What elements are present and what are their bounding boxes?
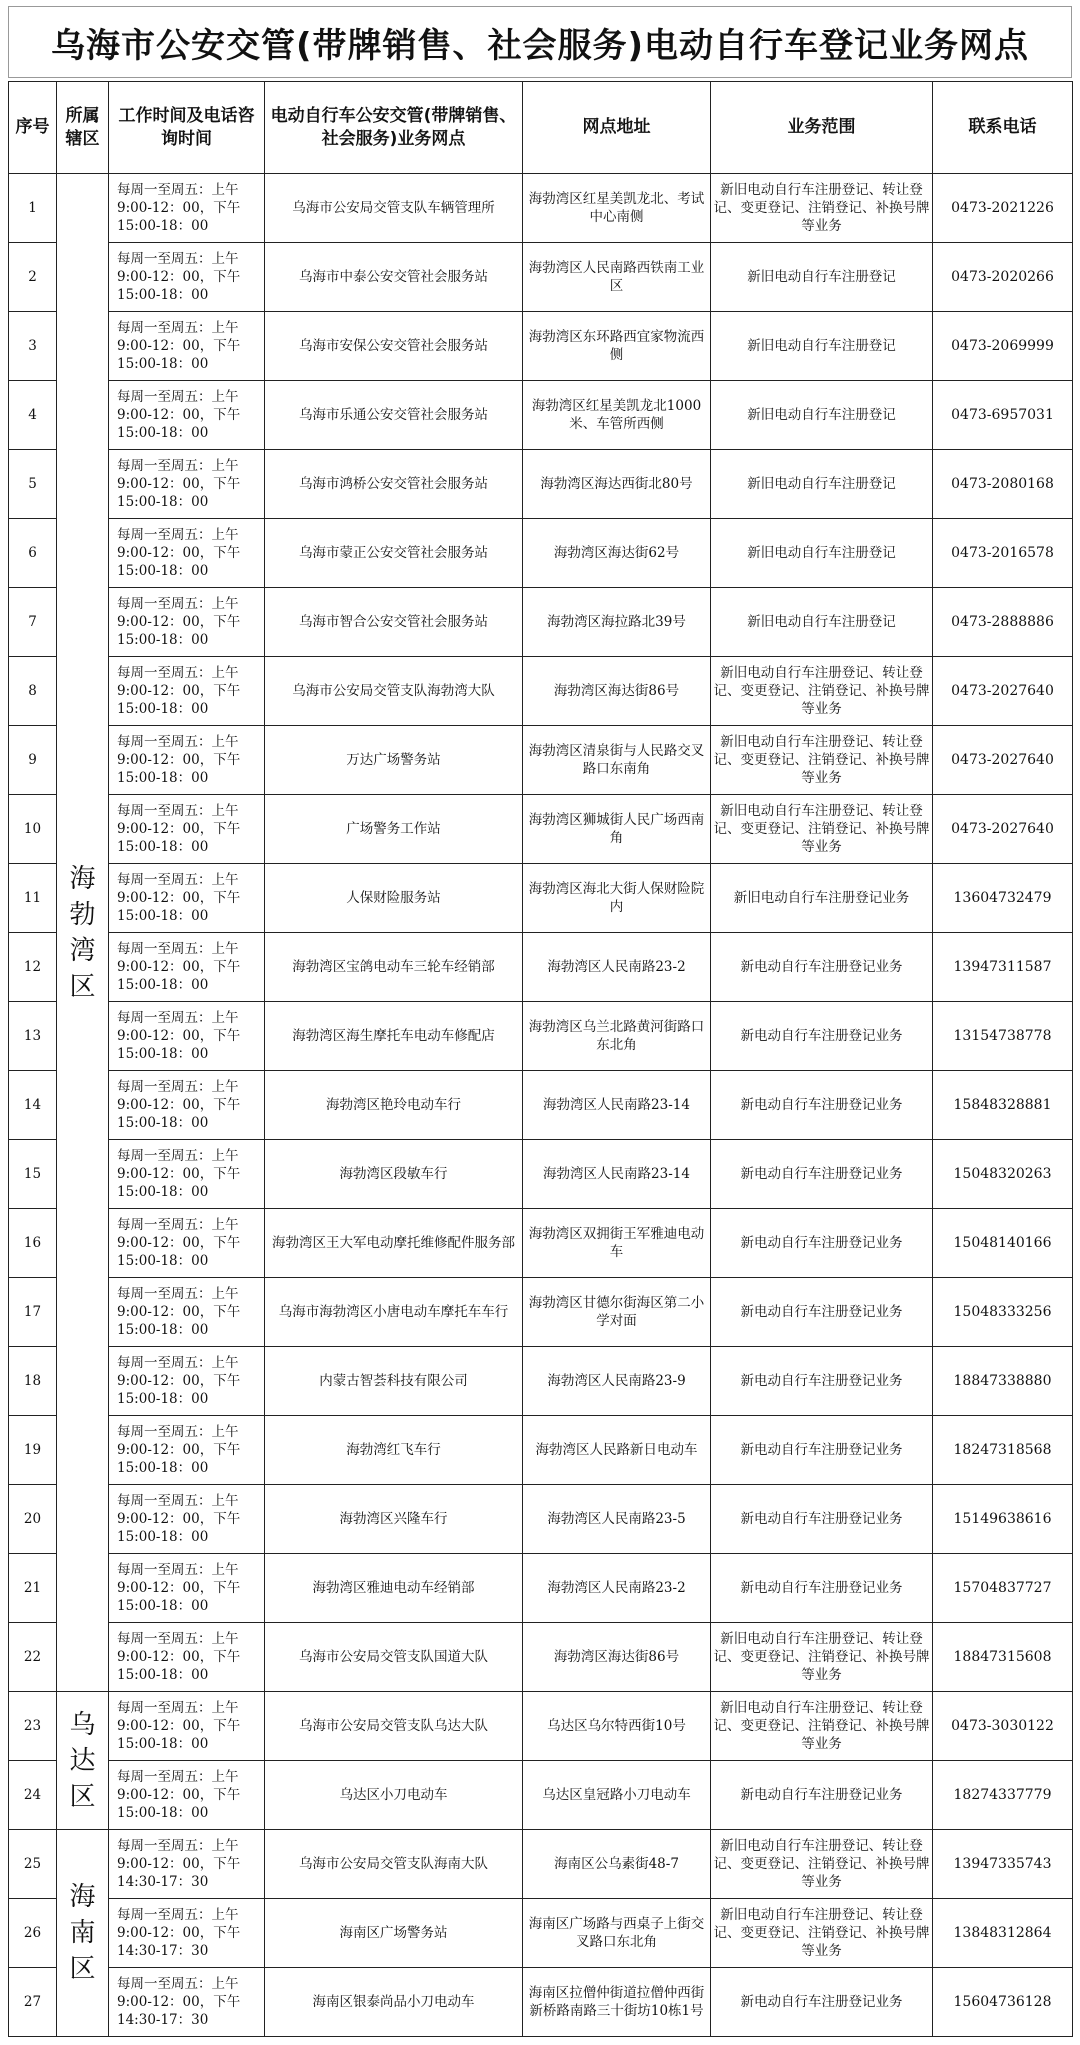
table-row	[9, 1830, 1073, 1899]
work-hours: 每周一至周五：上午9:00-12：00，下午15:00-18：00	[109, 726, 265, 795]
business-scope: 新电动自行车注册登记业务	[711, 1209, 933, 1278]
outlet-address: 海勃湾区人民南路23-5	[523, 1485, 711, 1554]
business-scope: 新旧电动自行车注册登记、转让登记、变更登记、注销登记、补换号牌等业务	[711, 1692, 933, 1761]
work-hours: 每周一至周五：上午9:00-12：00，下午15:00-18：00	[109, 1071, 265, 1140]
outlet-name: 乌海市公安局交管支队车辆管理所	[265, 174, 523, 243]
outlet-address: 海勃湾区海达街62号	[523, 519, 711, 588]
outlet-name: 乌海市公安局交管支队海南大队	[265, 1830, 523, 1899]
business-scope: 新旧电动自行车注册登记、转让登记、变更登记、注销登记、补换号牌等业务	[711, 1623, 933, 1692]
header-outlet: 电动自行车公安交管(带牌销售、社会服务)业务网点	[265, 82, 523, 174]
outlet-address: 海勃湾区人民南路23-2	[523, 933, 711, 1002]
work-hours: 每周一至周五：上午9:00-12：00，下午15:00-18：00	[109, 243, 265, 312]
district-label: 乌达区	[69, 1709, 96, 1812]
header-no: 序号	[9, 82, 57, 174]
district-label: 海南区	[69, 1882, 96, 1984]
contact-phone: 15848328881	[933, 1071, 1073, 1140]
row-number: 22	[9, 1623, 57, 1692]
outlet-address: 乌达区皇冠路小刀电动车	[523, 1761, 711, 1830]
outlet-address: 海南区拉僧仲街道拉僧仲西街新桥路南路三十街坊10栋1号	[523, 1968, 711, 2037]
work-hours: 每周一至周五：上午9:00-12：00，下午15:00-18：00	[109, 1761, 265, 1830]
outlet-address: 海勃湾区甘德尔街海区第二小学对面	[523, 1278, 711, 1347]
work-hours: 每周一至周五：上午9:00-12：00，下午15:00-18：00	[109, 1485, 265, 1554]
table-row	[9, 312, 1073, 381]
contact-phone: 0473-2020266	[933, 243, 1073, 312]
business-scope: 新电动自行车注册登记业务	[711, 1002, 933, 1071]
outlet-name: 乌达区小刀电动车	[265, 1761, 523, 1830]
table-row	[9, 1485, 1073, 1554]
outlet-address: 海勃湾区海达街86号	[523, 1623, 711, 1692]
outlet-name: 海勃湾区兴隆车行	[265, 1485, 523, 1554]
table-row	[9, 1416, 1073, 1485]
header-district: 所属辖区	[57, 82, 109, 174]
contact-phone: 0473-2888886	[933, 588, 1073, 657]
outlet-address: 海勃湾区人民南路23-9	[523, 1347, 711, 1416]
outlet-name: 万达广场警务站	[265, 726, 523, 795]
outlet-name: 海勃湾区雅迪电动车经销部	[265, 1554, 523, 1623]
outlet-name: 乌海市公安局交管支队海勃湾大队	[265, 657, 523, 726]
work-hours: 每周一至周五：上午9:00-12：00，下午14:30-17：30	[109, 1899, 265, 1968]
row-number: 5	[9, 450, 57, 519]
outlet-name: 乌海市公安局交管支队国道大队	[265, 1623, 523, 1692]
work-hours: 每周一至周五：上午9:00-12：00，下午15:00-18：00	[109, 312, 265, 381]
table-row	[9, 1278, 1073, 1347]
contact-phone: 0473-2021226	[933, 174, 1073, 243]
outlet-name: 乌海市乐通公安交管社会服务站	[265, 381, 523, 450]
contact-phone: 15048140166	[933, 1209, 1073, 1278]
business-scope: 新电动自行车注册登记业务	[711, 1071, 933, 1140]
row-number: 3	[9, 312, 57, 381]
business-scope: 新电动自行车注册登记业务	[711, 1416, 933, 1485]
outlet-address: 海勃湾区人民南路西铁南工业区	[523, 243, 711, 312]
outlet-name: 海勃湾区段敏车行	[265, 1140, 523, 1209]
outlet-address: 海勃湾区东环路西宜家物流西侧	[523, 312, 711, 381]
outlet-name: 乌海市安保公安交管社会服务站	[265, 312, 523, 381]
business-scope: 新旧电动自行车注册登记	[711, 381, 933, 450]
outlet-name: 海南区银泰尚品小刀电动车	[265, 1968, 523, 2037]
outlet-address: 海勃湾区人民南路23-14	[523, 1140, 711, 1209]
work-hours: 每周一至周五：上午9:00-12：00，下午14:30-17：30	[109, 1830, 265, 1899]
contact-phone: 15149638616	[933, 1485, 1073, 1554]
outlet-address: 海勃湾区狮城街人民广场西南角	[523, 795, 711, 864]
contact-phone: 18247318568	[933, 1416, 1073, 1485]
table-row	[9, 243, 1073, 312]
contact-phone: 13154738778	[933, 1002, 1073, 1071]
row-number: 26	[9, 1899, 57, 1968]
table-row	[9, 795, 1073, 864]
contact-phone: 0473-2069999	[933, 312, 1073, 381]
table-row	[9, 381, 1073, 450]
table-row	[9, 1899, 1073, 1968]
row-number: 18	[9, 1347, 57, 1416]
business-scope: 新电动自行车注册登记业务	[711, 1347, 933, 1416]
work-hours: 每周一至周五：上午9:00-12：00，下午15:00-18：00	[109, 933, 265, 1002]
table-row	[9, 588, 1073, 657]
contact-phone: 13848312864	[933, 1899, 1073, 1968]
table-body	[9, 174, 1073, 2037]
business-scope: 新旧电动自行车注册登记、转让登记、变更登记、注销登记、补换号牌等业务	[711, 726, 933, 795]
header-address: 网点地址	[523, 82, 711, 174]
outlet-address: 乌达区乌尔特西街10号	[523, 1692, 711, 1761]
work-hours: 每周一至周五：上午9:00-12：00，下午15:00-18：00	[109, 1002, 265, 1071]
contact-phone: 0473-6957031	[933, 381, 1073, 450]
row-number: 6	[9, 519, 57, 588]
outlet-name: 海勃湾区宝鸽电动车三轮车经销部	[265, 933, 523, 1002]
title-box	[8, 6, 1072, 78]
table-row	[9, 864, 1073, 933]
table-row	[9, 1140, 1073, 1209]
outlet-address: 海南区广场路与西桌子上街交叉路口东北角	[523, 1899, 711, 1968]
contact-phone: 0473-2027640	[933, 657, 1073, 726]
work-hours: 每周一至周五：上午9:00-12：00，下午15:00-18：00	[109, 381, 265, 450]
row-number: 4	[9, 381, 57, 450]
row-number: 7	[9, 588, 57, 657]
outlet-address: 海勃湾区海达街86号	[523, 657, 711, 726]
outlet-name: 乌海市海勃湾区小唐电动车摩托车车行	[265, 1278, 523, 1347]
work-hours: 每周一至周五：上午9:00-12：00，下午15:00-18：00	[109, 1347, 265, 1416]
outlet-name: 海勃湾红飞车行	[265, 1416, 523, 1485]
contact-phone: 0473-2016578	[933, 519, 1073, 588]
row-number: 8	[9, 657, 57, 726]
business-scope: 新电动自行车注册登记业务	[711, 1140, 933, 1209]
outlet-name: 海南区广场警务站	[265, 1899, 523, 1968]
contact-phone: 15048320263	[933, 1140, 1073, 1209]
contact-phone: 15704837727	[933, 1554, 1073, 1623]
contact-phone: 13604732479	[933, 864, 1073, 933]
table-row	[9, 726, 1073, 795]
row-number: 27	[9, 1968, 57, 2037]
table-row	[9, 1761, 1073, 1830]
contact-phone: 18847338880	[933, 1347, 1073, 1416]
work-hours: 每周一至周五：上午9:00-12：00，下午15:00-18：00	[109, 795, 265, 864]
work-hours: 每周一至周五：上午9:00-12：00，下午15:00-18：00	[109, 519, 265, 588]
business-scope: 新旧电动自行车注册登记	[711, 243, 933, 312]
row-number: 19	[9, 1416, 57, 1485]
row-number: 25	[9, 1830, 57, 1899]
row-number: 13	[9, 1002, 57, 1071]
contact-phone: 15048333256	[933, 1278, 1073, 1347]
table-row	[9, 1002, 1073, 1071]
outlet-name: 乌海市中泰公安交管社会服务站	[265, 243, 523, 312]
row-number: 2	[9, 243, 57, 312]
contact-phone: 15604736128	[933, 1968, 1073, 2037]
business-scope: 新电动自行车注册登记业务	[711, 933, 933, 1002]
row-number: 23	[9, 1692, 57, 1761]
district-cell	[57, 1830, 109, 2037]
outlet-name: 广场警务工作站	[265, 795, 523, 864]
row-number: 11	[9, 864, 57, 933]
outlet-name: 乌海市蒙正公安交管社会服务站	[265, 519, 523, 588]
outlet-address: 海勃湾区红星美凯龙北1000米、车管所西侧	[523, 381, 711, 450]
outlet-name: 乌海市鸿桥公安交管社会服务站	[265, 450, 523, 519]
contact-phone: 0473-2027640	[933, 726, 1073, 795]
table-row	[9, 657, 1073, 726]
outlet-name: 人保财险服务站	[265, 864, 523, 933]
outlet-address: 海勃湾区海北大街人保财险院内	[523, 864, 711, 933]
business-scope: 新电动自行车注册登记业务	[711, 1278, 933, 1347]
outlet-address: 海勃湾区红星美凯龙北、考试中心南侧	[523, 174, 711, 243]
contact-phone: 13947311587	[933, 933, 1073, 1002]
contact-phone: 0473-2027640	[933, 795, 1073, 864]
business-scope: 新旧电动自行车注册登记、转让登记、变更登记、注销登记、补换号牌等业务	[711, 1899, 933, 1968]
outlet-name: 海勃湾区王大军电动摩托维修配件服务部	[265, 1209, 523, 1278]
row-number: 1	[9, 174, 57, 243]
district-cell	[57, 174, 109, 1692]
district-cell	[57, 1692, 109, 1830]
work-hours: 每周一至周五：上午9:00-12：00，下午15:00-18：00	[109, 588, 265, 657]
outlet-name: 乌海市智合公安交管社会服务站	[265, 588, 523, 657]
business-scope: 新旧电动自行车注册登记	[711, 519, 933, 588]
page-title: 乌海市公安交管(带牌销售、社会服务)电动自行车登记业务网点	[50, 25, 1030, 66]
work-hours: 每周一至周五：上午9:00-12：00，下午15:00-18：00	[109, 1416, 265, 1485]
row-number: 20	[9, 1485, 57, 1554]
work-hours: 每周一至周五：上午9:00-12：00，下午15:00-18：00	[109, 1692, 265, 1761]
row-number: 14	[9, 1071, 57, 1140]
table-row	[9, 174, 1073, 243]
table-row	[9, 1968, 1073, 2037]
table-row	[9, 1071, 1073, 1140]
contact-phone: 0473-2080168	[933, 450, 1073, 519]
work-hours: 每周一至周五：上午9:00-12：00，下午15:00-18：00	[109, 450, 265, 519]
outlet-address: 海勃湾区双拥街王军雅迪电动车	[523, 1209, 711, 1278]
business-scope: 新旧电动自行车注册登记、转让登记、变更登记、注销登记、补换号牌等业务	[711, 795, 933, 864]
outlet-table	[8, 81, 1073, 2037]
business-scope: 新电动自行车注册登记业务	[711, 1485, 933, 1554]
business-scope: 新旧电动自行车注册登记、转让登记、变更登记、注销登记、补换号牌等业务	[711, 1830, 933, 1899]
outlet-address: 海南区公乌素街48-7	[523, 1830, 711, 1899]
table-row	[9, 1692, 1073, 1761]
work-hours: 每周一至周五：上午9:00-12：00，下午15:00-18：00	[109, 1623, 265, 1692]
outlet-address: 海勃湾区人民南路23-2	[523, 1554, 711, 1623]
row-number: 9	[9, 726, 57, 795]
district-label: 海勃湾区	[69, 863, 96, 1002]
contact-phone: 0473-3030122	[933, 1692, 1073, 1761]
work-hours: 每周一至周五：上午9:00-12：00，下午15:00-18：00	[109, 1554, 265, 1623]
row-number: 16	[9, 1209, 57, 1278]
row-number: 10	[9, 795, 57, 864]
outlet-name: 海勃湾区艳玲电动车行	[265, 1071, 523, 1140]
table-row	[9, 1209, 1073, 1278]
outlet-address: 海勃湾区海拉路北39号	[523, 588, 711, 657]
header-phone: 联系电话	[933, 82, 1073, 174]
row-number: 21	[9, 1554, 57, 1623]
work-hours: 每周一至周五：上午9:00-12：00，下午15:00-18：00	[109, 864, 265, 933]
business-scope: 新旧电动自行车注册登记、转让登记、变更登记、注销登记、补换号牌等业务	[711, 174, 933, 243]
outlet-address: 海勃湾区人民南路23-14	[523, 1071, 711, 1140]
table-row	[9, 1623, 1073, 1692]
outlet-name: 乌海市公安局交管支队乌达大队	[265, 1692, 523, 1761]
work-hours: 每周一至周五：上午9:00-12：00，下午15:00-18：00	[109, 1209, 265, 1278]
table-row	[9, 450, 1073, 519]
header-row	[9, 82, 1073, 174]
table-row	[9, 1554, 1073, 1623]
row-number: 15	[9, 1140, 57, 1209]
work-hours: 每周一至周五：上午9:00-12：00，下午14:30-17：30	[109, 1968, 265, 2037]
table-row	[9, 519, 1073, 588]
business-scope: 新旧电动自行车注册登记	[711, 450, 933, 519]
contact-phone: 18274337779	[933, 1761, 1073, 1830]
business-scope: 新电动自行车注册登记业务	[711, 1554, 933, 1623]
row-number: 17	[9, 1278, 57, 1347]
work-hours: 每周一至周五：上午9:00-12：00，下午15:00-18：00	[109, 657, 265, 726]
business-scope: 新电动自行车注册登记业务	[711, 1968, 933, 2037]
business-scope: 新旧电动自行车注册登记业务	[711, 864, 933, 933]
work-hours: 每周一至周五：上午9:00-12：00，下午15:00-18：00	[109, 174, 265, 243]
business-scope: 新电动自行车注册登记业务	[711, 1761, 933, 1830]
outlet-address: 海勃湾区乌兰北路黄河街路口东北角	[523, 1002, 711, 1071]
work-hours: 每周一至周五：上午9:00-12：00，下午15:00-18：00	[109, 1278, 265, 1347]
outlet-address: 海勃湾区海达西街北80号	[523, 450, 711, 519]
table-row	[9, 933, 1073, 1002]
table-row	[9, 1347, 1073, 1416]
contact-phone: 13947335743	[933, 1830, 1073, 1899]
business-scope: 新旧电动自行车注册登记	[711, 312, 933, 381]
header-scope: 业务范围	[711, 82, 933, 174]
row-number: 24	[9, 1761, 57, 1830]
outlet-name: 海勃湾区海生摩托车电动车修配店	[265, 1002, 523, 1071]
outlet-name: 内蒙古智荟科技有限公司	[265, 1347, 523, 1416]
business-scope: 新旧电动自行车注册登记	[711, 588, 933, 657]
header-time: 工作时间及电话咨询时间	[109, 82, 265, 174]
business-scope: 新旧电动自行车注册登记、转让登记、变更登记、注销登记、补换号牌等业务	[711, 657, 933, 726]
row-number: 12	[9, 933, 57, 1002]
outlet-address: 海勃湾区清泉街与人民路交叉路口东南角	[523, 726, 711, 795]
outlet-address: 海勃湾区人民路新日电动车	[523, 1416, 711, 1485]
work-hours: 每周一至周五：上午9:00-12：00，下午15:00-18：00	[109, 1140, 265, 1209]
contact-phone: 18847315608	[933, 1623, 1073, 1692]
